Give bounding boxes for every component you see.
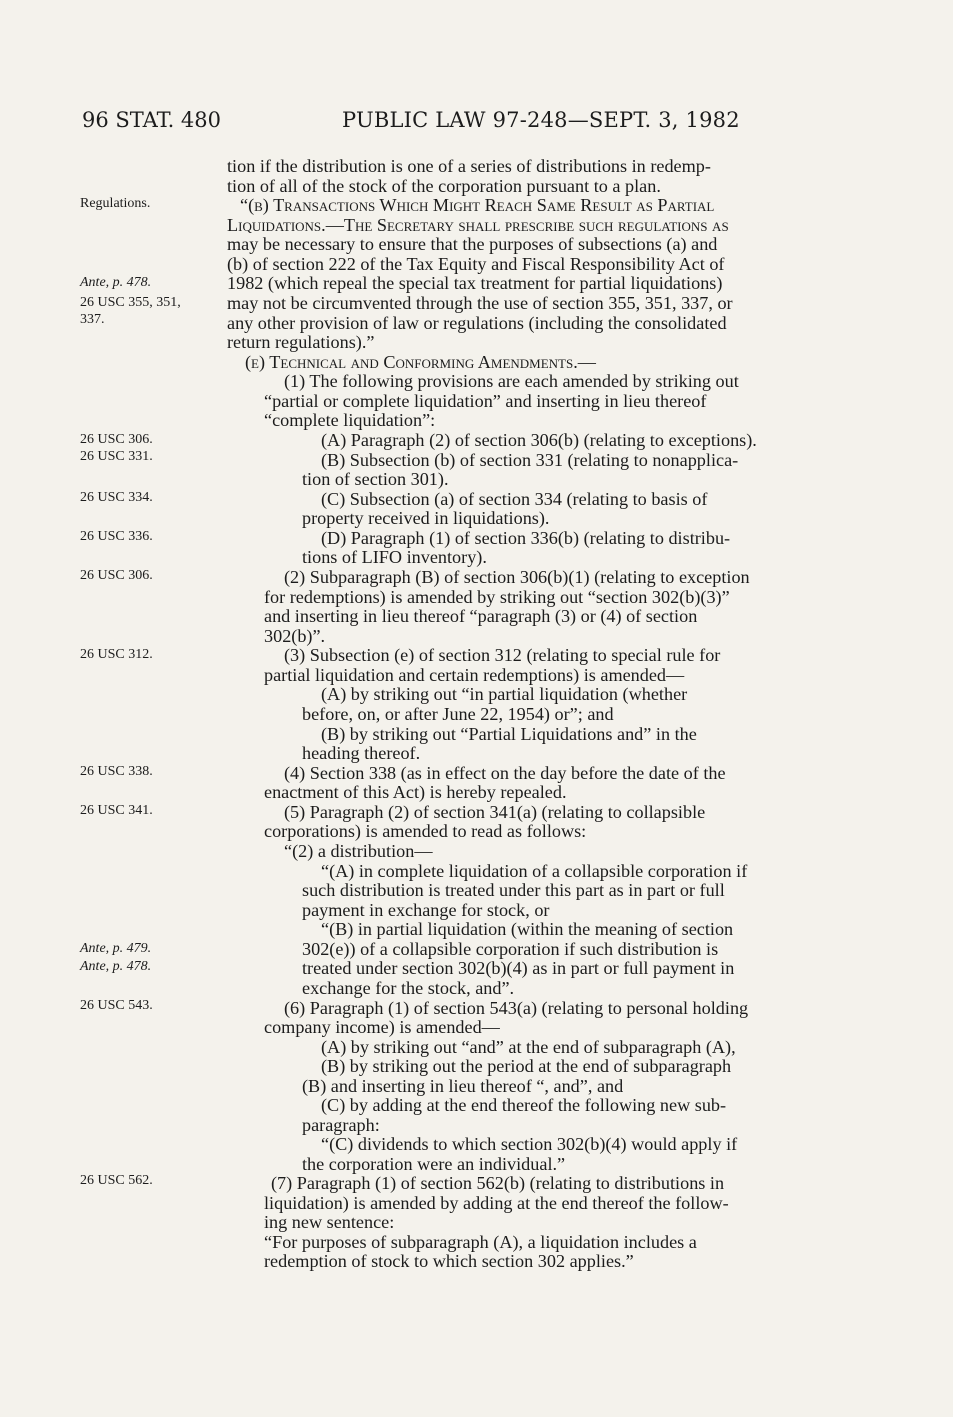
text-line: (D) Paragraph (1) of section 336(b) (relating to distribu- <box>321 528 731 548</box>
text-line: (A) by striking out “and” at the end of subparagraph (A), <box>321 1037 736 1057</box>
text-line: paragraph: <box>302 1115 380 1135</box>
text-line: may not be circumvented through the use of section 355, 351, 337, or <box>227 293 733 313</box>
text-line: (B) by striking out the period at the end of subparagraph <box>321 1056 732 1076</box>
text-line: exchange for the stock, and”. <box>302 978 515 998</box>
margin-note: 26 USC 331. <box>80 449 153 464</box>
page-header <box>82 108 893 138</box>
text-line: and inserting in lieu thereof “paragraph (3) or (4) of section <box>264 606 698 626</box>
text-line: Liquidations.—The Secretary shall prescribe such regulations as <box>227 215 729 235</box>
margin-note: 26 USC 355, 351, <box>80 295 181 310</box>
text-line: (A) by striking out “in partial liquidation (whether <box>321 684 688 704</box>
margin-note: 26 USC 338. <box>80 764 153 779</box>
text-line: (3) Subsection (e) of section 312 (relating to special rule for <box>284 645 721 665</box>
margin-note: Ante, p. 478. <box>80 275 152 290</box>
text-line: “(C) dividends to which section 302(b)(4) would apply if <box>321 1134 738 1154</box>
text-line: tion of section 301). <box>302 469 449 489</box>
margin-note: 337. <box>80 312 105 327</box>
margin-note: 26 USC 562. <box>80 1173 153 1188</box>
text-line: “For purposes of subparagraph (A), a liquidation includes a <box>264 1232 697 1252</box>
margin-note: 26 USC 543. <box>80 998 153 1013</box>
text-line: tions of LIFO inventory). <box>302 547 487 567</box>
text-line: company income) is amended— <box>264 1017 500 1037</box>
text-line: redemption of stock to which section 302 applies.” <box>264 1251 634 1271</box>
text-line: “(2) a distribution— <box>284 841 433 861</box>
text-line: 302(b)”. <box>264 626 326 646</box>
text-line: (2) Subparagraph (B) of section 306(b)(1) (relating to exception <box>284 567 750 587</box>
text-line: tion of all of the stock of the corporation pursuant to a plan. <box>227 176 661 196</box>
text-line: (1) The following provisions are each amended by striking out <box>284 371 739 391</box>
text-line: 1982 (which repeal the special tax treatment for partial liquidations) <box>227 273 723 293</box>
text-line: (B) by striking out “Partial Liquidations and” in the <box>321 724 697 744</box>
text-line: 302(e)) of a collapsible corporation if such distribution is <box>302 939 719 959</box>
text-line: return regulations).” <box>227 332 375 352</box>
text-line: (B) Subsection (b) of section 331 (relating to nonapplica- <box>321 450 739 470</box>
text-line: for redemptions) is amended by striking out “section 302(b)(3)” <box>264 587 730 607</box>
margin-note: 26 USC 306. <box>80 568 153 583</box>
margin-note: 26 USC 334. <box>80 490 153 505</box>
text-line: (C) Subsection (a) of section 334 (relating to basis of <box>321 489 708 509</box>
text-line: “(b) Transactions Which Might Reach Same Result as Partial <box>240 195 715 215</box>
margin-note: 26 USC 341. <box>80 803 153 818</box>
margin-note: 26 USC 312. <box>80 647 153 662</box>
text-line: ing new sentence: <box>264 1212 395 1232</box>
text-line: heading thereof. <box>302 743 421 763</box>
text-line: (A) Paragraph (2) of section 306(b) (relating to exceptions). <box>321 430 757 450</box>
margin-note: Regulations. <box>80 196 151 211</box>
text-line: “partial or complete liquidation” and inserting in lieu thereof <box>264 391 707 411</box>
text-line: before, on, or after June 22, 1954) or”; and <box>302 704 614 724</box>
margin-note: 26 USC 306. <box>80 432 153 447</box>
text-line: “(B) in partial liquidation (within the meaning of section <box>321 919 734 939</box>
text-line: “complete liquidation”: <box>264 410 436 430</box>
text-line: the corporation were an individual.” <box>302 1154 566 1174</box>
text-line: (7) Paragraph (1) of section 562(b) (relating to distributions in <box>271 1173 725 1193</box>
text-line: liquidation) is amended by adding at the end thereof the follow- <box>264 1193 729 1213</box>
text-line: partial liquidation and certain redemptions) is amended— <box>264 665 685 685</box>
text-line: corporations) is amended to read as follows: <box>264 821 587 841</box>
text-line: may be necessary to ensure that the purposes of subsections (a) and <box>227 234 718 254</box>
law-title: PUBLIC LAW 97-248—SEPT. 3, 1982 <box>342 108 740 132</box>
margin-note: 26 USC 336. <box>80 529 153 544</box>
margin-note: Ante, p. 479. <box>80 941 152 956</box>
text-line: property received in liquidations). <box>302 508 550 528</box>
text-line: (C) by adding at the end thereof the following new sub- <box>321 1095 727 1115</box>
text-line: (5) Paragraph (2) of section 341(a) (relating to collapsible <box>284 802 706 822</box>
text-line: enactment of this Act) is hereby repealed. <box>264 782 567 802</box>
text-line: tion if the distribution is one of a series of distributions in redemp- <box>227 156 711 176</box>
text-line: (4) Section 338 (as in effect on the day before the date of the <box>284 763 726 783</box>
text-line: any other provision of law or regulations (including the consolidated <box>227 313 727 333</box>
text-line: (B) and inserting in lieu thereof “, and”, and <box>302 1076 624 1096</box>
text-line: (6) Paragraph (1) of section 543(a) (relating to personal holding <box>284 998 749 1018</box>
text-line: (b) of section 222 of the Tax Equity and Fiscal Responsibility Act of <box>227 254 725 274</box>
stat-page-number: 96 STAT. 480 <box>82 108 222 132</box>
text-line: such distribution is treated under this part as in part or full <box>302 880 725 900</box>
text-line: treated under section 302(b)(4) as in part or full payment in <box>302 958 735 978</box>
text-line: payment in exchange for stock, or <box>302 900 550 920</box>
margin-note: Ante, p. 478. <box>80 959 152 974</box>
text-line: “(A) in complete liquidation of a collapsible corporation if <box>321 861 748 881</box>
text-line: (e) Technical and Conforming Amendments.— <box>245 352 596 372</box>
